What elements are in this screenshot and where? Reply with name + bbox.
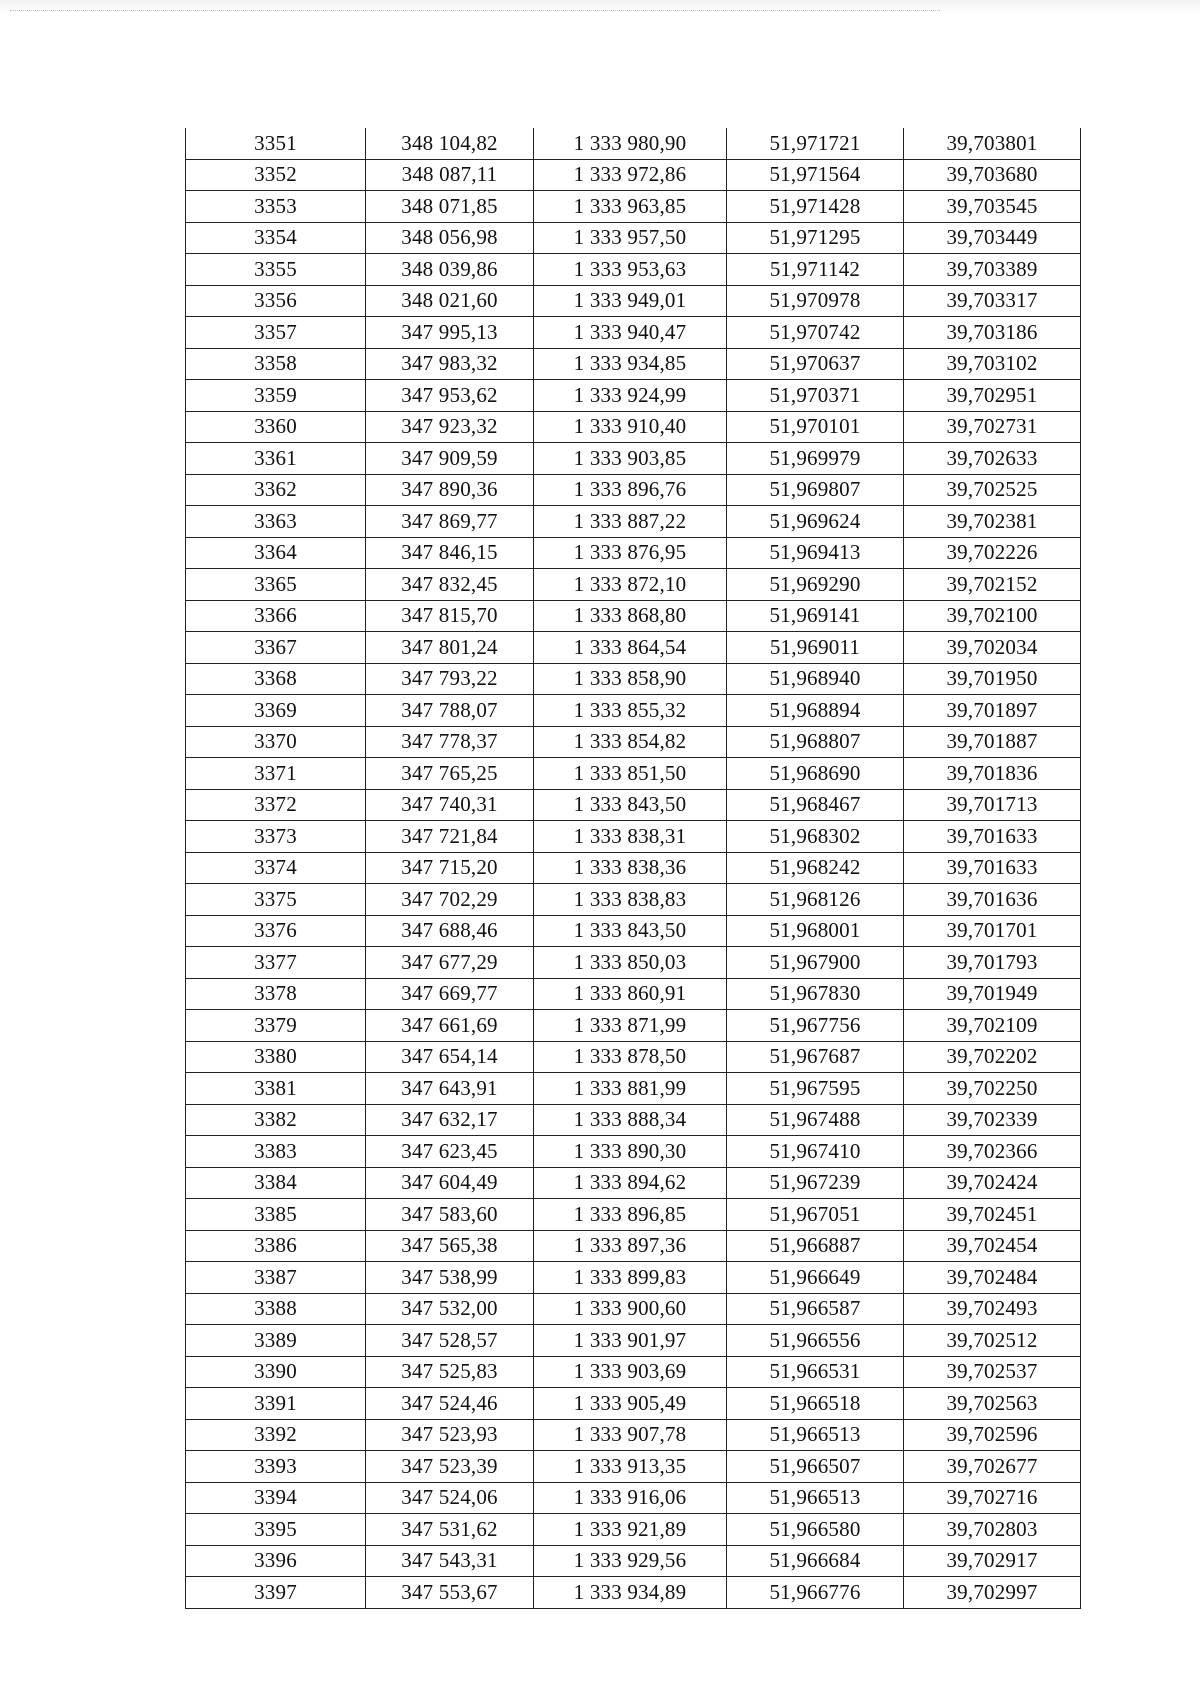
point-number-cell: 3361 bbox=[186, 443, 366, 475]
point-number-cell: 3372 bbox=[186, 789, 366, 821]
point-number-cell: 3381 bbox=[186, 1073, 366, 1105]
x-coordinate-cell: 347 525,83 bbox=[366, 1356, 534, 1388]
table-row bbox=[186, 663, 1081, 695]
y-coordinate-cell: 1 333 890,30 bbox=[534, 1136, 727, 1168]
latitude-cell: 51,967756 bbox=[727, 1010, 904, 1042]
latitude-cell: 51,967687 bbox=[727, 1041, 904, 1073]
table-row bbox=[186, 1230, 1081, 1262]
latitude-cell: 51,967051 bbox=[727, 1199, 904, 1231]
point-number-cell: 3359 bbox=[186, 380, 366, 412]
longitude-cell: 39,702563 bbox=[904, 1388, 1081, 1420]
y-coordinate-cell: 1 333 855,32 bbox=[534, 695, 727, 727]
point-number-cell: 3368 bbox=[186, 663, 366, 695]
table-row bbox=[186, 821, 1081, 853]
latitude-cell: 51,969290 bbox=[727, 569, 904, 601]
longitude-cell: 39,702109 bbox=[904, 1010, 1081, 1042]
x-coordinate-cell: 347 765,25 bbox=[366, 758, 534, 790]
table-row bbox=[186, 380, 1081, 412]
longitude-cell: 39,702716 bbox=[904, 1482, 1081, 1514]
point-number-cell: 3384 bbox=[186, 1167, 366, 1199]
latitude-cell: 51,971428 bbox=[727, 191, 904, 223]
table-row bbox=[186, 285, 1081, 317]
y-coordinate-cell: 1 333 896,85 bbox=[534, 1199, 727, 1231]
coordinates-table-body bbox=[186, 128, 1081, 1608]
x-coordinate-cell: 347 953,62 bbox=[366, 380, 534, 412]
y-coordinate-cell: 1 333 887,22 bbox=[534, 506, 727, 538]
longitude-cell: 39,702803 bbox=[904, 1514, 1081, 1546]
latitude-cell: 51,966531 bbox=[727, 1356, 904, 1388]
latitude-cell: 51,969807 bbox=[727, 474, 904, 506]
latitude-cell: 51,968001 bbox=[727, 915, 904, 947]
x-coordinate-cell: 347 995,13 bbox=[366, 317, 534, 349]
y-coordinate-cell: 1 333 934,85 bbox=[534, 348, 727, 380]
x-coordinate-cell: 347 909,59 bbox=[366, 443, 534, 475]
y-coordinate-cell: 1 333 924,99 bbox=[534, 380, 727, 412]
y-coordinate-cell: 1 333 871,99 bbox=[534, 1010, 727, 1042]
longitude-cell: 39,701633 bbox=[904, 852, 1081, 884]
longitude-cell: 39,702731 bbox=[904, 411, 1081, 443]
longitude-cell: 39,702677 bbox=[904, 1451, 1081, 1483]
latitude-cell: 51,967900 bbox=[727, 947, 904, 979]
longitude-cell: 39,701633 bbox=[904, 821, 1081, 853]
y-coordinate-cell: 1 333 897,36 bbox=[534, 1230, 727, 1262]
y-coordinate-cell: 1 333 903,85 bbox=[534, 443, 727, 475]
latitude-cell: 51,969011 bbox=[727, 632, 904, 664]
longitude-cell: 39,703317 bbox=[904, 285, 1081, 317]
latitude-cell: 51,966776 bbox=[727, 1577, 904, 1609]
point-number-cell: 3351 bbox=[186, 128, 366, 159]
latitude-cell: 51,966580 bbox=[727, 1514, 904, 1546]
latitude-cell: 51,967410 bbox=[727, 1136, 904, 1168]
point-number-cell: 3352 bbox=[186, 159, 366, 191]
longitude-cell: 39,702997 bbox=[904, 1577, 1081, 1609]
x-coordinate-cell: 347 801,24 bbox=[366, 632, 534, 664]
x-coordinate-cell: 347 623,45 bbox=[366, 1136, 534, 1168]
point-number-cell: 3380 bbox=[186, 1041, 366, 1073]
scan-artifact-line bbox=[10, 10, 940, 11]
table-row bbox=[186, 1293, 1081, 1325]
x-coordinate-cell: 348 104,82 bbox=[366, 128, 534, 159]
table-row bbox=[186, 1136, 1081, 1168]
x-coordinate-cell: 347 778,37 bbox=[366, 726, 534, 758]
longitude-cell: 39,701636 bbox=[904, 884, 1081, 916]
x-coordinate-cell: 347 869,77 bbox=[366, 506, 534, 538]
latitude-cell: 51,968242 bbox=[727, 852, 904, 884]
x-coordinate-cell: 348 071,85 bbox=[366, 191, 534, 223]
longitude-cell: 39,701701 bbox=[904, 915, 1081, 947]
longitude-cell: 39,702034 bbox=[904, 632, 1081, 664]
point-number-cell: 3354 bbox=[186, 222, 366, 254]
x-coordinate-cell: 348 039,86 bbox=[366, 254, 534, 286]
y-coordinate-cell: 1 333 894,62 bbox=[534, 1167, 727, 1199]
table-row bbox=[186, 474, 1081, 506]
x-coordinate-cell: 347 715,20 bbox=[366, 852, 534, 884]
y-coordinate-cell: 1 333 838,83 bbox=[534, 884, 727, 916]
latitude-cell: 51,968690 bbox=[727, 758, 904, 790]
latitude-cell: 51,969413 bbox=[727, 537, 904, 569]
x-coordinate-cell: 347 890,36 bbox=[366, 474, 534, 506]
latitude-cell: 51,966887 bbox=[727, 1230, 904, 1262]
point-number-cell: 3377 bbox=[186, 947, 366, 979]
point-number-cell: 3396 bbox=[186, 1545, 366, 1577]
longitude-cell: 39,703102 bbox=[904, 348, 1081, 380]
x-coordinate-cell: 347 832,45 bbox=[366, 569, 534, 601]
y-coordinate-cell: 1 333 903,69 bbox=[534, 1356, 727, 1388]
table-row bbox=[186, 191, 1081, 223]
longitude-cell: 39,703186 bbox=[904, 317, 1081, 349]
latitude-cell: 51,968894 bbox=[727, 695, 904, 727]
latitude-cell: 51,966513 bbox=[727, 1482, 904, 1514]
y-coordinate-cell: 1 333 916,06 bbox=[534, 1482, 727, 1514]
table-row bbox=[186, 1419, 1081, 1451]
table-row bbox=[186, 1325, 1081, 1357]
latitude-cell: 51,967488 bbox=[727, 1104, 904, 1136]
x-coordinate-cell: 347 677,29 bbox=[366, 947, 534, 979]
longitude-cell: 39,701713 bbox=[904, 789, 1081, 821]
table-row bbox=[186, 1514, 1081, 1546]
table-row bbox=[186, 506, 1081, 538]
y-coordinate-cell: 1 333 940,47 bbox=[534, 317, 727, 349]
latitude-cell: 51,971142 bbox=[727, 254, 904, 286]
x-coordinate-cell: 347 923,32 bbox=[366, 411, 534, 443]
latitude-cell: 51,970742 bbox=[727, 317, 904, 349]
longitude-cell: 39,703801 bbox=[904, 128, 1081, 159]
longitude-cell: 39,702493 bbox=[904, 1293, 1081, 1325]
table-row bbox=[186, 1482, 1081, 1514]
x-coordinate-cell: 347 983,32 bbox=[366, 348, 534, 380]
point-number-cell: 3391 bbox=[186, 1388, 366, 1420]
latitude-cell: 51,968302 bbox=[727, 821, 904, 853]
latitude-cell: 51,966513 bbox=[727, 1419, 904, 1451]
coordinates-table bbox=[185, 128, 1081, 1609]
x-coordinate-cell: 347 661,69 bbox=[366, 1010, 534, 1042]
x-coordinate-cell: 347 523,93 bbox=[366, 1419, 534, 1451]
longitude-cell: 39,702381 bbox=[904, 506, 1081, 538]
y-coordinate-cell: 1 333 899,83 bbox=[534, 1262, 727, 1294]
y-coordinate-cell: 1 333 953,63 bbox=[534, 254, 727, 286]
y-coordinate-cell: 1 333 921,89 bbox=[534, 1514, 727, 1546]
longitude-cell: 39,702633 bbox=[904, 443, 1081, 475]
latitude-cell: 51,968807 bbox=[727, 726, 904, 758]
point-number-cell: 3365 bbox=[186, 569, 366, 601]
latitude-cell: 51,967830 bbox=[727, 978, 904, 1010]
longitude-cell: 39,702512 bbox=[904, 1325, 1081, 1357]
latitude-cell: 51,969141 bbox=[727, 600, 904, 632]
table-row bbox=[186, 1577, 1081, 1609]
table-row bbox=[186, 1199, 1081, 1231]
longitude-cell: 39,702596 bbox=[904, 1419, 1081, 1451]
point-number-cell: 3383 bbox=[186, 1136, 366, 1168]
point-number-cell: 3363 bbox=[186, 506, 366, 538]
table-row bbox=[186, 1010, 1081, 1042]
point-number-cell: 3394 bbox=[186, 1482, 366, 1514]
x-coordinate-cell: 347 815,70 bbox=[366, 600, 534, 632]
longitude-cell: 39,701950 bbox=[904, 663, 1081, 695]
latitude-cell: 51,967239 bbox=[727, 1167, 904, 1199]
x-coordinate-cell: 347 553,67 bbox=[366, 1577, 534, 1609]
y-coordinate-cell: 1 333 872,10 bbox=[534, 569, 727, 601]
point-number-cell: 3374 bbox=[186, 852, 366, 884]
longitude-cell: 39,702537 bbox=[904, 1356, 1081, 1388]
x-coordinate-cell: 348 087,11 bbox=[366, 159, 534, 191]
table-row bbox=[186, 915, 1081, 947]
latitude-cell: 51,970101 bbox=[727, 411, 904, 443]
latitude-cell: 51,968126 bbox=[727, 884, 904, 916]
table-row bbox=[186, 537, 1081, 569]
table-row bbox=[186, 978, 1081, 1010]
table-row bbox=[186, 222, 1081, 254]
y-coordinate-cell: 1 333 907,78 bbox=[534, 1419, 727, 1451]
longitude-cell: 39,702424 bbox=[904, 1167, 1081, 1199]
table-row bbox=[186, 1104, 1081, 1136]
longitude-cell: 39,702951 bbox=[904, 380, 1081, 412]
y-coordinate-cell: 1 333 854,82 bbox=[534, 726, 727, 758]
point-number-cell: 3376 bbox=[186, 915, 366, 947]
y-coordinate-cell: 1 333 843,50 bbox=[534, 789, 727, 821]
y-coordinate-cell: 1 333 838,31 bbox=[534, 821, 727, 853]
latitude-cell: 51,966507 bbox=[727, 1451, 904, 1483]
x-coordinate-cell: 347 583,60 bbox=[366, 1199, 534, 1231]
table-row bbox=[186, 1167, 1081, 1199]
latitude-cell: 51,970371 bbox=[727, 380, 904, 412]
x-coordinate-cell: 347 528,57 bbox=[366, 1325, 534, 1357]
longitude-cell: 39,702100 bbox=[904, 600, 1081, 632]
longitude-cell: 39,702484 bbox=[904, 1262, 1081, 1294]
table-row bbox=[186, 726, 1081, 758]
longitude-cell: 39,702250 bbox=[904, 1073, 1081, 1105]
table-row bbox=[186, 1451, 1081, 1483]
table-row bbox=[186, 600, 1081, 632]
x-coordinate-cell: 347 654,14 bbox=[366, 1041, 534, 1073]
point-number-cell: 3379 bbox=[186, 1010, 366, 1042]
y-coordinate-cell: 1 333 905,49 bbox=[534, 1388, 727, 1420]
table-row bbox=[186, 411, 1081, 443]
x-coordinate-cell: 347 740,31 bbox=[366, 789, 534, 821]
table-row bbox=[186, 632, 1081, 664]
latitude-cell: 51,966518 bbox=[727, 1388, 904, 1420]
point-number-cell: 3353 bbox=[186, 191, 366, 223]
table-row bbox=[186, 1356, 1081, 1388]
x-coordinate-cell: 347 524,06 bbox=[366, 1482, 534, 1514]
longitude-cell: 39,701897 bbox=[904, 695, 1081, 727]
y-coordinate-cell: 1 333 913,35 bbox=[534, 1451, 727, 1483]
x-coordinate-cell: 347 543,31 bbox=[366, 1545, 534, 1577]
y-coordinate-cell: 1 333 838,36 bbox=[534, 852, 727, 884]
y-coordinate-cell: 1 333 896,76 bbox=[534, 474, 727, 506]
longitude-cell: 39,702917 bbox=[904, 1545, 1081, 1577]
longitude-cell: 39,702366 bbox=[904, 1136, 1081, 1168]
point-number-cell: 3387 bbox=[186, 1262, 366, 1294]
x-coordinate-cell: 347 846,15 bbox=[366, 537, 534, 569]
y-coordinate-cell: 1 333 858,90 bbox=[534, 663, 727, 695]
table-row bbox=[186, 884, 1081, 916]
x-coordinate-cell: 347 793,22 bbox=[366, 663, 534, 695]
latitude-cell: 51,966556 bbox=[727, 1325, 904, 1357]
x-coordinate-cell: 347 604,49 bbox=[366, 1167, 534, 1199]
y-coordinate-cell: 1 333 949,01 bbox=[534, 285, 727, 317]
x-coordinate-cell: 347 538,99 bbox=[366, 1262, 534, 1294]
latitude-cell: 51,970978 bbox=[727, 285, 904, 317]
point-number-cell: 3357 bbox=[186, 317, 366, 349]
y-coordinate-cell: 1 333 972,86 bbox=[534, 159, 727, 191]
y-coordinate-cell: 1 333 878,50 bbox=[534, 1041, 727, 1073]
longitude-cell: 39,702202 bbox=[904, 1041, 1081, 1073]
table-row bbox=[186, 789, 1081, 821]
latitude-cell: 51,971721 bbox=[727, 128, 904, 159]
longitude-cell: 39,703680 bbox=[904, 159, 1081, 191]
point-number-cell: 3388 bbox=[186, 1293, 366, 1325]
point-number-cell: 3358 bbox=[186, 348, 366, 380]
y-coordinate-cell: 1 333 860,91 bbox=[534, 978, 727, 1010]
table-row bbox=[186, 1262, 1081, 1294]
table-row bbox=[186, 569, 1081, 601]
longitude-cell: 39,701793 bbox=[904, 947, 1081, 979]
y-coordinate-cell: 1 333 850,03 bbox=[534, 947, 727, 979]
y-coordinate-cell: 1 333 929,56 bbox=[534, 1545, 727, 1577]
longitude-cell: 39,702454 bbox=[904, 1230, 1081, 1262]
x-coordinate-cell: 347 532,00 bbox=[366, 1293, 534, 1325]
point-number-cell: 3360 bbox=[186, 411, 366, 443]
x-coordinate-cell: 347 669,77 bbox=[366, 978, 534, 1010]
table-row bbox=[186, 758, 1081, 790]
y-coordinate-cell: 1 333 851,50 bbox=[534, 758, 727, 790]
latitude-cell: 51,971564 bbox=[727, 159, 904, 191]
y-coordinate-cell: 1 333 881,99 bbox=[534, 1073, 727, 1105]
latitude-cell: 51,970637 bbox=[727, 348, 904, 380]
x-coordinate-cell: 347 632,17 bbox=[366, 1104, 534, 1136]
x-coordinate-cell: 347 688,46 bbox=[366, 915, 534, 947]
y-coordinate-cell: 1 333 868,80 bbox=[534, 600, 727, 632]
x-coordinate-cell: 347 643,91 bbox=[366, 1073, 534, 1105]
x-coordinate-cell: 348 021,60 bbox=[366, 285, 534, 317]
point-number-cell: 3397 bbox=[186, 1577, 366, 1609]
table-row bbox=[186, 254, 1081, 286]
table-row bbox=[186, 695, 1081, 727]
table-row bbox=[186, 443, 1081, 475]
point-number-cell: 3355 bbox=[186, 254, 366, 286]
y-coordinate-cell: 1 333 843,50 bbox=[534, 915, 727, 947]
y-coordinate-cell: 1 333 957,50 bbox=[534, 222, 727, 254]
y-coordinate-cell: 1 333 888,34 bbox=[534, 1104, 727, 1136]
point-number-cell: 3367 bbox=[186, 632, 366, 664]
longitude-cell: 39,702525 bbox=[904, 474, 1081, 506]
y-coordinate-cell: 1 333 910,40 bbox=[534, 411, 727, 443]
point-number-cell: 3382 bbox=[186, 1104, 366, 1136]
y-coordinate-cell: 1 333 864,54 bbox=[534, 632, 727, 664]
latitude-cell: 51,968940 bbox=[727, 663, 904, 695]
table-row bbox=[186, 128, 1081, 159]
y-coordinate-cell: 1 333 901,97 bbox=[534, 1325, 727, 1357]
latitude-cell: 51,969624 bbox=[727, 506, 904, 538]
point-number-cell: 3395 bbox=[186, 1514, 366, 1546]
table-row bbox=[186, 348, 1081, 380]
point-number-cell: 3364 bbox=[186, 537, 366, 569]
table-row bbox=[186, 159, 1081, 191]
latitude-cell: 51,971295 bbox=[727, 222, 904, 254]
table-row bbox=[186, 317, 1081, 349]
longitude-cell: 39,701887 bbox=[904, 726, 1081, 758]
point-number-cell: 3393 bbox=[186, 1451, 366, 1483]
longitude-cell: 39,703545 bbox=[904, 191, 1081, 223]
latitude-cell: 51,966587 bbox=[727, 1293, 904, 1325]
point-number-cell: 3390 bbox=[186, 1356, 366, 1388]
point-number-cell: 3371 bbox=[186, 758, 366, 790]
x-coordinate-cell: 347 523,39 bbox=[366, 1451, 534, 1483]
point-number-cell: 3375 bbox=[186, 884, 366, 916]
point-number-cell: 3386 bbox=[186, 1230, 366, 1262]
table-row bbox=[186, 1545, 1081, 1577]
table-row bbox=[186, 1073, 1081, 1105]
y-coordinate-cell: 1 333 900,60 bbox=[534, 1293, 727, 1325]
latitude-cell: 51,966684 bbox=[727, 1545, 904, 1577]
point-number-cell: 3378 bbox=[186, 978, 366, 1010]
x-coordinate-cell: 347 702,29 bbox=[366, 884, 534, 916]
latitude-cell: 51,966649 bbox=[727, 1262, 904, 1294]
x-coordinate-cell: 347 524,46 bbox=[366, 1388, 534, 1420]
y-coordinate-cell: 1 333 963,85 bbox=[534, 191, 727, 223]
longitude-cell: 39,703449 bbox=[904, 222, 1081, 254]
point-number-cell: 3373 bbox=[186, 821, 366, 853]
x-coordinate-cell: 348 056,98 bbox=[366, 222, 534, 254]
table-row bbox=[186, 1041, 1081, 1073]
point-number-cell: 3370 bbox=[186, 726, 366, 758]
table-row bbox=[186, 947, 1081, 979]
point-number-cell: 3362 bbox=[186, 474, 366, 506]
longitude-cell: 39,702339 bbox=[904, 1104, 1081, 1136]
point-number-cell: 3392 bbox=[186, 1419, 366, 1451]
longitude-cell: 39,702152 bbox=[904, 569, 1081, 601]
table-row bbox=[186, 852, 1081, 884]
longitude-cell: 39,701949 bbox=[904, 978, 1081, 1010]
x-coordinate-cell: 347 721,84 bbox=[366, 821, 534, 853]
x-coordinate-cell: 347 788,07 bbox=[366, 695, 534, 727]
latitude-cell: 51,967595 bbox=[727, 1073, 904, 1105]
point-number-cell: 3385 bbox=[186, 1199, 366, 1231]
point-number-cell: 3356 bbox=[186, 285, 366, 317]
longitude-cell: 39,702226 bbox=[904, 537, 1081, 569]
scan-top-edge bbox=[0, 0, 1200, 14]
point-number-cell: 3366 bbox=[186, 600, 366, 632]
longitude-cell: 39,702451 bbox=[904, 1199, 1081, 1231]
y-coordinate-cell: 1 333 876,95 bbox=[534, 537, 727, 569]
point-number-cell: 3369 bbox=[186, 695, 366, 727]
latitude-cell: 51,968467 bbox=[727, 789, 904, 821]
longitude-cell: 39,701836 bbox=[904, 758, 1081, 790]
x-coordinate-cell: 347 531,62 bbox=[366, 1514, 534, 1546]
point-number-cell: 3389 bbox=[186, 1325, 366, 1357]
longitude-cell: 39,703389 bbox=[904, 254, 1081, 286]
latitude-cell: 51,969979 bbox=[727, 443, 904, 475]
y-coordinate-cell: 1 333 934,89 bbox=[534, 1577, 727, 1609]
table-row bbox=[186, 1388, 1081, 1420]
y-coordinate-cell: 1 333 980,90 bbox=[534, 128, 727, 159]
x-coordinate-cell: 347 565,38 bbox=[366, 1230, 534, 1262]
